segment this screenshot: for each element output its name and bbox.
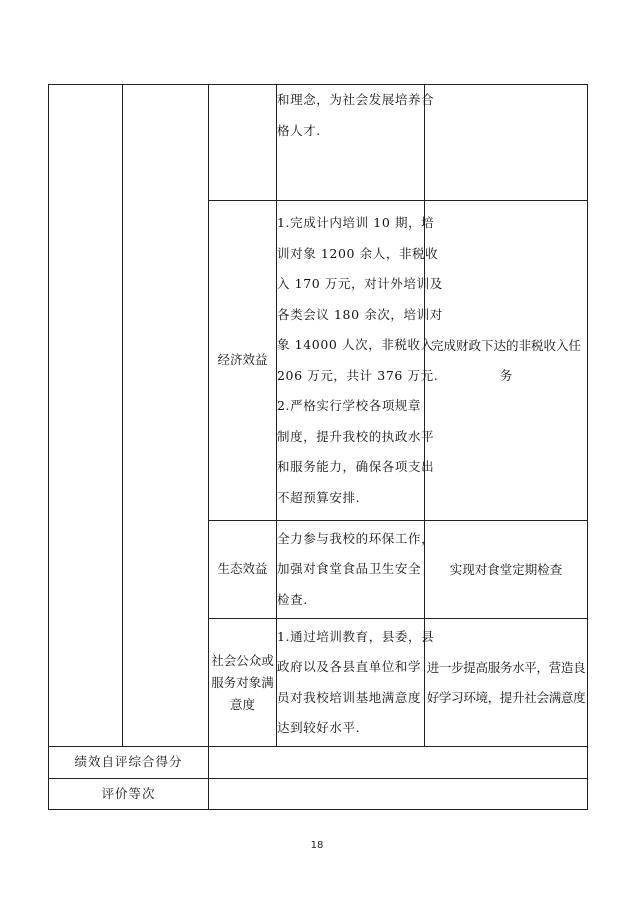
performance-table — [48, 84, 588, 810]
content-line: 1.通过培训教育，县委，县 — [277, 628, 435, 644]
score-value — [209, 747, 588, 779]
score-label: 绩效自评综合得分 — [49, 747, 209, 779]
content-line: 2.严格实行学校各项规章 — [277, 398, 422, 413]
content-line: 和理念，为社会发展培养合 — [277, 92, 435, 107]
second-level-indicator-cell — [123, 85, 209, 747]
target-cell — [425, 521, 588, 619]
indicator-line: 社会公众或 — [211, 652, 274, 668]
content-line: 员对我校培训基地满意度 — [277, 689, 422, 705]
content-line: 不超预算安排. — [277, 489, 361, 505]
content-line: 象 14000 人次，非税收入 — [277, 337, 434, 352]
target-cell — [425, 85, 588, 201]
target-line: 务 — [499, 367, 513, 383]
table-row-score — [49, 747, 588, 779]
target-cell — [425, 201, 588, 521]
indicator-line: 服务对象满 — [211, 674, 274, 690]
content-cell — [277, 85, 435, 201]
target-line: 完成财政下达的非税收入任 — [430, 337, 581, 353]
indicator-satisfaction — [209, 619, 277, 747]
page-number: 18 — [310, 840, 324, 851]
content-line: 格人才. — [277, 122, 321, 138]
target-line: 好学习环境，提升社会满意度 — [426, 689, 586, 705]
first-level-indicator-cell — [49, 85, 123, 747]
content-line: 和服务能力，确保各项支出 — [277, 459, 435, 474]
indicator-ecological: 生态效益 — [209, 521, 277, 619]
content-cell — [277, 619, 435, 747]
indicator-line: 意度 — [229, 696, 255, 712]
table-row-continuation — [49, 85, 588, 201]
content-line: 加强对食堂食品卫生安全 — [277, 561, 422, 577]
target-line: 进一步提高服务水平，营造良 — [426, 659, 586, 675]
target-cell — [425, 619, 588, 747]
content-line: 制度，提升我校的执政水平 — [277, 428, 435, 444]
content-line: 入 170 万元，对计外培训及 — [277, 276, 443, 291]
indicator-economic: 经济效益 — [209, 201, 277, 521]
grade-value — [209, 778, 588, 810]
content-line: 全力参与我校的环保工作， — [277, 530, 435, 546]
content-line: 206 万元，共计 376 万元. — [277, 367, 439, 383]
content-line: 1.完成计内培训 10 期，培 — [277, 215, 435, 230]
content-line: 训对象 1200 余人，非税收 — [277, 245, 439, 261]
target-line: 实现对食堂定期检查 — [449, 561, 563, 577]
table-row-grade — [49, 778, 588, 810]
content-line: 达到较好水平. — [277, 720, 361, 735]
content-line: 政府以及各县直单位和学 — [277, 659, 422, 674]
content-cell — [277, 201, 443, 521]
grade-label: 评价等次 — [49, 778, 209, 810]
content-cell — [277, 521, 435, 619]
content-line: 检查. — [277, 591, 308, 607]
content-line: 各类会议 180 余次，培训对 — [277, 306, 443, 322]
third-level-indicator-cell — [209, 85, 277, 201]
